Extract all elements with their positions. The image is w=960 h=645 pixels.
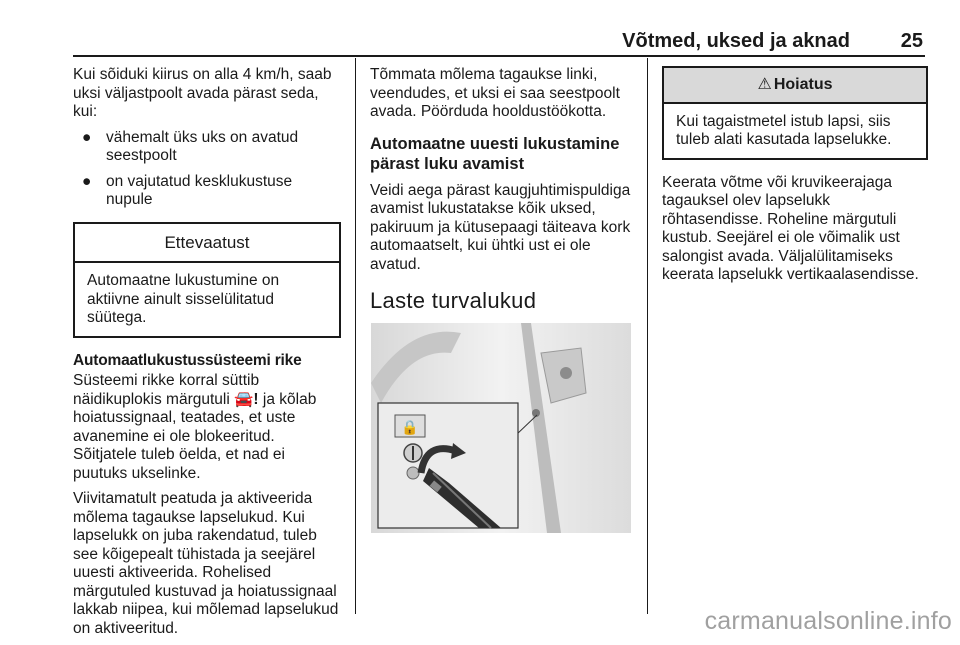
door-warning-lamp-icon: 🚘! [234, 390, 259, 408]
child-lock-heading: Laste turvalukud [370, 288, 537, 313]
column-3 [662, 66, 928, 292]
column-divider [647, 58, 648, 614]
column-divider [355, 58, 356, 614]
bullet-icon: ● [82, 172, 92, 190]
caution-text: Automaatne lukustumine on aktiivne ainult sisselülitatud süütega. [87, 272, 280, 326]
svg-text:🔒: 🔒 [401, 419, 419, 436]
fault-heading: Automaatlukustussüsteemi rike [73, 351, 302, 369]
list-item [73, 173, 341, 210]
page-header [0, 0, 960, 52]
relock-paragraph: Veidi aega pärast kaugjuhtimispuldiga avamist lukustatakse kõik uksed, pakiruum ja kütusepaagi täiteava kork automaatselt, kui ühtki ust ei ole avatud. [370, 181, 631, 273]
chapter-title: Võtmed, uksed ja aknad [622, 30, 850, 52]
header-rule [73, 55, 925, 57]
fault-paragraph [73, 372, 341, 483]
warning-header [664, 68, 926, 104]
condition-list [73, 129, 341, 210]
column-2 [370, 66, 638, 533]
list-item-text: vähemalt üks uks on avatud seestpoolt [106, 128, 299, 164]
list-item-text: on vajutatud kesklukustuse nupule [106, 172, 293, 208]
list-item [73, 129, 341, 166]
fault-paragraph-2: Viivitamatult peatuda ja aktiveerida mõlema tagaukse lapselukud. Kui lapselukk on juba rakendatud, tuleb see kõigepealt tühistada ja seejärel uuesti aktiveerida. Rohelised märgutuled kustuvad ja hoiatussignaal lakkab niipea, kui mõlemad lapselukud on aktiveeritud. [73, 490, 339, 637]
caution-box [73, 222, 341, 338]
paragraph: Tõmmata mõlema tagaukse linki, veendudes, et uksi ei saa seestpoolt avada. Pöörduda hooldustöökotta. [370, 66, 620, 120]
relock-heading: Automaatne uuesti lukustamine pärast luku avamist [370, 134, 620, 173]
watermark: carmanualsonline.info [704, 607, 952, 635]
intro-paragraph: Kui sõiduki kiirus on alla 4 km/h, saab uksi väljastpoolt avada pärast seda, kui: [73, 66, 332, 120]
bullet-icon: ● [82, 128, 92, 146]
warning-title: Hoiatus [773, 76, 833, 93]
fault-text: ja kõlab hoiatussignaal, teatades, et uste avanemine ei ole blokeeritud. Sõitjatele tuleb öelda, et nad ei puutuks ukselinke. [73, 390, 317, 482]
child-lock-illustration [371, 323, 631, 533]
warning-text: Kui tagaistmetel istub lapsi, siis tuleb alati kasutada lapselukke. [676, 112, 892, 148]
page-number: 25 [900, 30, 923, 52]
column-1 [73, 66, 341, 645]
fault-text: Süsteemi rikke korral süttib näidikuplokis märgutuli [73, 372, 260, 408]
child-lock-illustration-svg [371, 323, 631, 533]
paragraph: Keerata võtme või kruvikeerajaga tagauksel olev lapselukk rõhtasendisse. Roheline märgutuli kustub. Seejärel ei ole võimalik ust salongist avada. Väljalülitamiseks keerata lapselukk vertikaalasendisse. [662, 173, 919, 283]
warning-box [662, 66, 928, 160]
warning-triangle-icon: ⚠ [757, 76, 772, 93]
caution-title: Ettevaatust [75, 224, 339, 264]
